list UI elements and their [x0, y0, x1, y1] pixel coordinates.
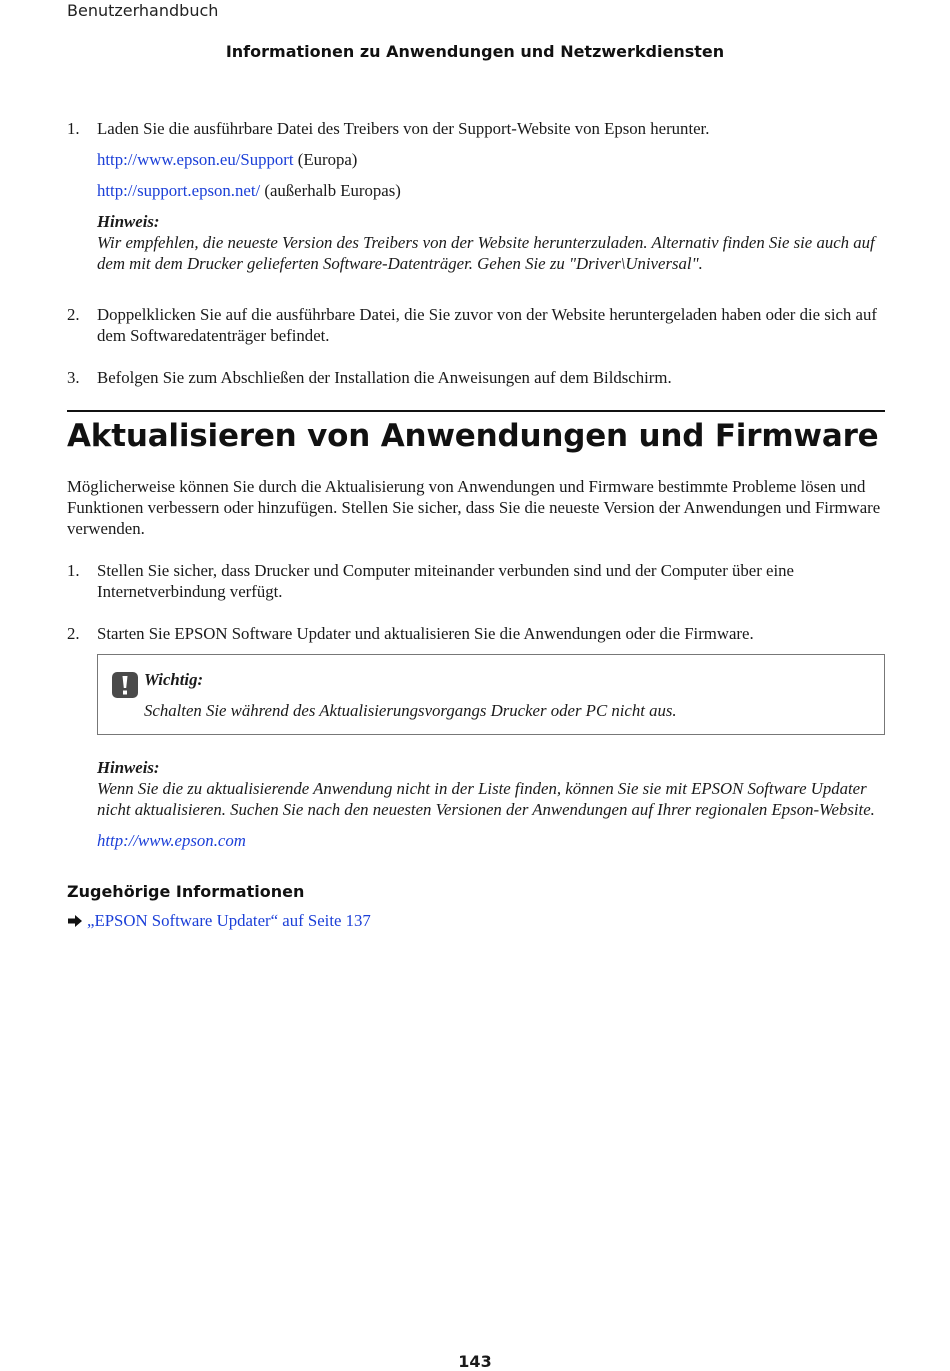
- section-intro: Möglicherweise können Sie durch die Aktualisierung von Anwendungen und Firmware bestimmte Probleme lösen und Funktionen verbessern oder hinzufügen. Stellen Sie sicher, dass Sie die neueste Version der Anwendungen und Firmware verwenden.: [67, 477, 881, 538]
- update-step-1: [67, 560, 885, 602]
- step-number: 2.: [67, 305, 80, 324]
- driver-hint: [97, 211, 885, 274]
- step-text: Doppelklicken Sie auf die ausführbare Datei, die Sie zuvor von der Website heruntergeladen haben oder die sich auf dem Softwaredatenträger befindet.: [97, 305, 877, 345]
- install-step-1: [67, 118, 885, 274]
- step-text: Befolgen Sie zum Abschließen der Installation die Anweisungen auf dem Bildschirm.: [97, 368, 672, 387]
- hint-label: Hinweis:: [97, 212, 160, 231]
- running-title: Benutzerhandbuch: [67, 1, 219, 20]
- link-suffix: (Europa): [293, 150, 358, 169]
- step-number: 3.: [67, 368, 80, 387]
- related-info-link[interactable]: „EPSON Software Updater“ auf Seite 137: [87, 911, 371, 930]
- important-label: Wichtig:: [144, 670, 204, 689]
- chapter-title: Informationen zu Anwendungen und Netzwerkdiensten: [225, 42, 725, 61]
- section-title: Aktualisieren von Anwendungen und Firmware: [67, 418, 879, 454]
- hint-text: Wenn Sie die zu aktualisierende Anwendung nicht in der Liste finden, können Sie sie mit EPSON Software Updater nicht aktualisieren. Suchen Sie nach den neuesten Versionen der Anwendungen auf Ihrer regionalen Epson-Website.: [97, 779, 875, 819]
- page-content: [67, 118, 885, 931]
- step-number: 2.: [67, 624, 80, 643]
- hint-text: Wir empfehlen, die neueste Version des Treibers von der Website herunterzuladen. Alternativ finden Sie sie auch auf dem mit dem Drucker gelieferten Software-Datenträger. Gehen Sie zu "Driver\Universal".: [97, 233, 875, 273]
- epson-link-line: [97, 830, 885, 851]
- support-link-world-line: [97, 180, 885, 201]
- step-text: Stellen Sie sicher, dass Drucker und Computer miteinander verbunden sind und der Computer über eine Internetverbindung verfügt.: [97, 561, 794, 601]
- support-link-europe[interactable]: http://www.epson.eu/Support: [97, 150, 294, 169]
- hint-label: Hinweis:: [97, 758, 160, 777]
- important-text: Schalten Sie während des Aktualisierungsvorgangs Drucker oder PC nicht aus.: [144, 701, 677, 720]
- arrow-right-icon: [67, 914, 83, 928]
- updater-hint: [97, 757, 885, 820]
- step-number: 1.: [67, 561, 80, 580]
- install-step-2: [67, 304, 885, 346]
- epson-website-link[interactable]: http://www.epson.com: [97, 831, 246, 850]
- support-link-world[interactable]: http://support.epson.net/: [97, 181, 261, 200]
- warning-icon: [112, 672, 138, 698]
- section-divider: [67, 410, 885, 412]
- step-number: 1.: [67, 119, 80, 138]
- update-step-2: [67, 623, 885, 644]
- page-number: 143: [458, 1352, 492, 1371]
- step-text: Laden Sie die ausführbare Datei des Treibers von der Support-Website von Epson herunter.: [97, 119, 710, 138]
- related-info-item: [67, 910, 885, 931]
- step-text: Starten Sie EPSON Software Updater und aktualisieren Sie die Anwendungen oder die Firmware.: [97, 624, 754, 643]
- install-step-3: [67, 367, 885, 388]
- support-link-europe-line: [97, 149, 885, 170]
- important-box: [97, 654, 885, 735]
- link-suffix: (außerhalb Europas): [260, 181, 401, 200]
- related-info-heading: Zugehörige Informationen: [67, 882, 305, 901]
